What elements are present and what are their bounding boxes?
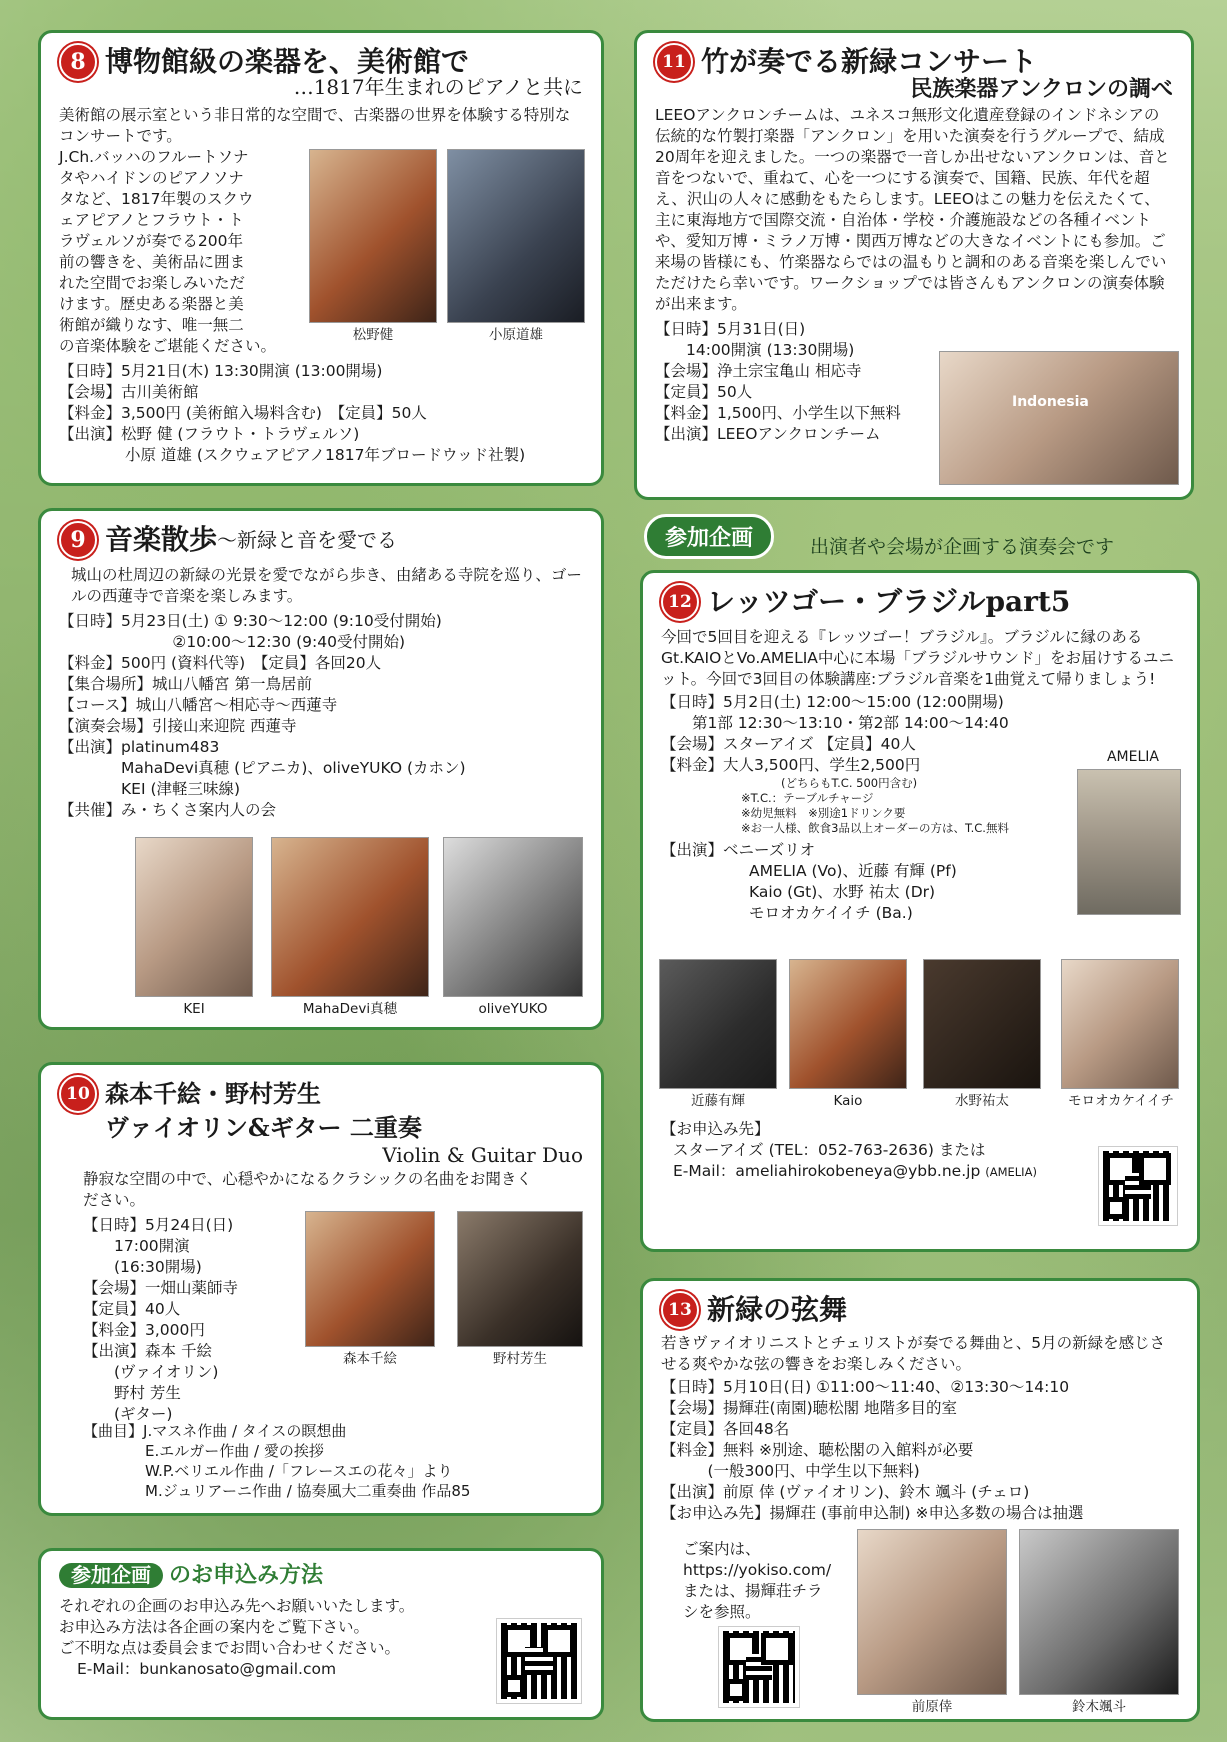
group-photo <box>939 351 1179 485</box>
program: 【曲目】 J.マスネ作曲 / タイスの瞑想曲 E.エルガー作曲 / 愛の挨拶 W.P.ベリエル作曲 /「フレースエの花々」より M.ジュリアーニ作曲 / 協奏風大二重奏曲 作品85 <box>83 1422 471 1500</box>
event-subtitle: …1817年生まれのピアノと共に <box>293 75 583 99</box>
detail-row: ②10:00～12:30 (9:40受付開始) <box>59 633 405 651</box>
detail-row: 【出演】 前原 倖 (ヴァイオリン)、鈴木 颯斗 (チェロ) <box>661 1483 1030 1501</box>
photo-caption: 森本千絵 <box>343 1351 397 1367</box>
detail-row: 野村 芳生 <box>83 1384 181 1402</box>
event-details <box>661 1377 1179 1524</box>
event-subtitle: 民族楽器アンクロンの調べ <box>910 76 1173 102</box>
detail-row: (16:30開場) <box>83 1258 202 1276</box>
qr-code[interactable] <box>497 1619 581 1703</box>
qr-code[interactable] <box>1099 1147 1177 1225</box>
performer-photo <box>457 1211 583 1347</box>
event-number-badge: 13 <box>661 1291 699 1329</box>
detail-row: 【日時】 5月2日(土) 12:00～15:00 (12:00開場) <box>661 693 1004 711</box>
event-body: J.Ch.バッハのフルートソナ タやハイドンのピアノソナ タなど、1817年製のスクウ ェアピアノとフラウト・ト ラヴェルソが奏でる200年 前の響きを、美術品に囲ま れた空間でお楽しみいただ けます。歴史ある楽器と美 術館が織りなす、唯一無二 の音楽体験をご堪能ください。 <box>59 148 277 355</box>
photo-caption: 野村芳生 <box>493 1351 547 1367</box>
event-number-badge: 11 <box>655 43 693 81</box>
detail-row: 第1部 12:30～13:10・第2部 14:00～14:40 <box>661 714 1009 732</box>
detail-row: 【コース】 城山八幡宮～相応寺～西蓮寺 <box>59 696 338 714</box>
photo-caption: 小原道雄 <box>489 327 543 343</box>
event-number-badge: 12 <box>661 583 699 621</box>
detail-row: 【会場】 浄土宗宝亀山 相応寺 <box>655 362 862 380</box>
apply-info: 【お申込み先】 スターアイズ (TEL：052-763-2636) または E-Mail：ameliahirokobeneya@ybb.ne.jp (AMELIA) <box>661 1120 1037 1180</box>
event-number-badge: 10 <box>59 1075 97 1113</box>
event-title: 10 森本千絵・野村芳生 <box>59 1075 583 1113</box>
photo-caption: KEI <box>183 1001 205 1017</box>
performer-photo <box>1019 1529 1179 1695</box>
apply-card <box>38 1548 604 1720</box>
email-link[interactable]: E-Mail：bunkanosato@gmail.com <box>77 1660 337 1678</box>
event-details <box>59 1215 279 1425</box>
fee-note: (どちらもT.C. 500円含む) <box>781 776 918 790</box>
event-title-line2: ヴァイオリン&ギター 二重奏 <box>105 1113 422 1142</box>
event-card-10 <box>38 1062 604 1516</box>
event-details <box>59 611 583 821</box>
apply-heading: のお申込み方法 <box>169 1562 324 1588</box>
performer-photo <box>857 1529 1007 1695</box>
detail-row: MahaDevi真穂 (ピアニカ)、oliveYUKO (カホン) <box>59 759 466 777</box>
performer-photo <box>447 149 585 323</box>
performer-photo <box>309 149 437 323</box>
join-plan-pill: 参加企画 <box>644 514 774 559</box>
event-card-11 <box>634 30 1194 500</box>
email-link[interactable]: E-Mail：ameliahirokobeneya@ybb.ne.jp <box>673 1162 981 1180</box>
detail-row: 【日時】 5月31日(日) <box>655 320 806 338</box>
performers: 【出演】 ベニーズリオ AMELIA (Vo)、近藤 有輝 (Pf) Kaio (Gt)、水野 祐太 (Dr) モロオカケイイチ (Ba.) <box>661 841 957 922</box>
detail-row: 【会場】 揚輝荘(南園)聴松閣 地階多目的室 <box>661 1399 958 1417</box>
detail-row: 【定員】 50人 <box>655 383 753 401</box>
detail-row: 【お申込み先】 揚輝荘 (事前申込制) ※申込多数の場合は抽選 <box>661 1504 1084 1522</box>
event-title: 8 博物館級の楽器を、美術館で <box>59 43 583 81</box>
detail-row: 小原 道雄 (スクウェアピアノ1817年ブロードウッド社製) <box>125 446 526 464</box>
event-card-9 <box>38 508 604 1030</box>
event-intro: 美術館の展示室という非日常的な空間で、古楽器の世界を体験する特別なコンサートです。 <box>59 106 571 145</box>
performer-photo <box>659 959 777 1089</box>
guide: ご案内は、 https://yokiso.com/ または、揚輝荘チラ シを参照。 <box>683 1539 863 1623</box>
event-details <box>655 319 945 445</box>
photo-caption: モロオカケイイチ <box>1068 1093 1174 1109</box>
event-card-12 <box>640 570 1200 1252</box>
event-title: 13 新緑の弦舞 <box>661 1291 1179 1329</box>
event-title: 9 音楽散歩 ～新緑と音を愛でる <box>59 521 583 559</box>
detail-row: 【出演】 platinum483 <box>59 738 220 756</box>
detail-row: 【出演】 森本 千絵 <box>83 1342 212 1360</box>
performer-photo <box>271 837 429 997</box>
detail-row: 【会場】 スターアイズ 【定員】40人 <box>661 735 916 753</box>
detail-row: 【出演】 LEEOアンクロンチーム <box>655 425 881 443</box>
event-body: 若きヴァイオリニストとチェリストが奏でる舞曲と、5月の新緑を感じさせる爽やかな弦の響きをお楽しみください。 <box>661 1334 1166 1373</box>
detail-row: (ヴァイオリン) <box>83 1363 219 1381</box>
event-details <box>59 361 583 466</box>
detail-row: 14:00開演 (13:30開場) <box>655 341 855 359</box>
detail-row: 17:00開演 <box>83 1237 190 1255</box>
performer-photo <box>1061 959 1179 1089</box>
detail-row: 【料金】 大人3,500円、学生2,500円 <box>661 756 921 774</box>
photo-banner-text: Indonesia <box>1012 394 1089 410</box>
detail-row: 【集合場所】 城山八幡宮 第一鳥居前 <box>59 675 312 693</box>
detail-row: 【会場】 一畑山薬師寺 <box>83 1279 239 1297</box>
photo-caption: 水野祐太 <box>955 1093 1009 1109</box>
performer-photo <box>1077 769 1181 915</box>
photo-caption: AMELIA <box>1106 749 1159 765</box>
performer-photo <box>305 1211 435 1347</box>
detail-row: (ギター) <box>83 1405 173 1423</box>
join-plan-pill: 参加企画 <box>59 1563 163 1588</box>
event-number-badge: 9 <box>59 521 97 559</box>
photo-caption: 前原倖 <box>911 1699 953 1715</box>
performer-photo <box>923 959 1041 1089</box>
detail-row: 【会場】 古川美術館 <box>59 383 199 401</box>
qr-code[interactable] <box>719 1627 799 1707</box>
detail-row: 【定員】 各回48名 <box>661 1420 790 1438</box>
detail-row: 【料金】 無料 ※別途、聴松閣の入館料が必要 <box>661 1441 974 1459</box>
performer-photo <box>443 837 583 997</box>
event-body: 今回で5回目を迎える『レッツゴー！ブラジル』。ブラジルに縁のあるGt.KAIOとVo.AMELIA中心に本場「ブラジルサウンド」をお届けするユニット。今回で3回目の体験講座:ブラジル音楽を1曲覚えて帰りましょう! <box>661 628 1175 688</box>
event-card-8 <box>38 30 604 486</box>
photo-caption: 鈴木颯斗 <box>1072 1699 1126 1715</box>
detail-row: 【出演】 松野 健 (フラウト・トラヴェルソ) <box>59 425 360 443</box>
detail-row: 【料金】 3,000円 <box>83 1321 205 1339</box>
event-body: LEEOアンクロンチームは、ユネスコ無形文化遺産登録のインドネシアの伝統的な竹製打楽器「アンクロン」を用いた演奏を行うグループで、結成20周年を迎えました。一つの楽器で一音しか出せないアンクロンは、音と音をつないで、重ねて、心を一つにする演奏で、国籍、民族、年代を超え、沢山の人々に感動をもたらします。LEEOはこの魅力を伝えたくて、主に東海地方で国際交流・自治体・学校・介護施設などの各種イベントや、愛知万博・ミラノ万博・関西万博などの大きなイベントにも参加。ご来場の皆様にも、竹楽器ならではの温もりと調和のある音楽を楽しんでいただけたら幸いです。ワークショップでは皆さんもアンクロンの演奏体験が出来ます。 <box>655 106 1170 313</box>
detail-row: 【共催】 み・ちくさ案内人の会 <box>59 801 277 819</box>
photo-caption: 近藤有輝 <box>691 1093 745 1109</box>
photo-caption: 松野健 <box>352 327 394 343</box>
event-title: 12 レッツゴー・ブラジルpart5 <box>661 583 1179 621</box>
performer-photo <box>789 959 907 1089</box>
event-body: 城山の杜周辺の新緑の光景を愛でながら歩き、由緒ある寺院を巡り、ゴールの西蓮寺で音楽を楽しみます。 <box>71 566 582 605</box>
detail-row: 【演奏会場】 引接山来迎院 西蓮寺 <box>59 717 297 735</box>
detail-row: 【日時】 5月10日(日) ①11:00～11:40、②13:30～14:10 <box>661 1378 1070 1396</box>
event-body: 静寂な空間の中で、心穏やかになるクラシックの名曲をお聞きください。 <box>83 1170 532 1209</box>
notes: ※T.C.：テーブルチャージ ※幼児無料 ※別途1ドリンク要 ※お一人様、飲食3品以上オーダーの方は、T.C.無料 <box>741 791 1009 835</box>
detail-row: (一般300円、中学生以下無料) <box>661 1462 920 1480</box>
website-link[interactable]: https://yokiso.com/ <box>683 1561 832 1579</box>
detail-row: 【日時】 5月24日(日) <box>83 1216 234 1234</box>
detail-row: 【定員】 40人 <box>83 1300 181 1318</box>
photo-caption: Kaio <box>833 1093 863 1109</box>
detail-row: 【料金】 1,500円、小学生以下無料 <box>655 404 901 422</box>
detail-row: 【料金】 3,500円 (美術館入場料含む) 【定員】50人 <box>59 404 427 422</box>
detail-row: 【日時】 5月21日(木) 13:30開演 (13:00開場) <box>59 362 383 380</box>
photo-caption: oliveYUKO <box>478 1001 548 1017</box>
event-number-badge: 8 <box>59 43 97 81</box>
event-subtitle: Violin & Guitar Duo <box>382 1143 583 1167</box>
detail-row: 【料金】 500円 (資料代等) 【定員】各回20人 <box>59 654 382 672</box>
event-card-13 <box>640 1278 1200 1722</box>
performer-photo <box>135 837 253 997</box>
detail-row: KEI (津軽三味線) <box>59 780 241 798</box>
join-plan-description: 出演者や会場が企画する演奏会です <box>810 536 1115 558</box>
event-title: 11 竹が奏でる新緑コンサート <box>655 43 1173 81</box>
detail-row: 【日時】 5月23日(土) ① 9:30～12:00 (9:10受付開始) <box>59 612 442 630</box>
photo-caption: MahaDevi真穂 <box>302 1001 398 1017</box>
apply-text: それぞれの企画のお申込み先へお願いいたします。 お申込み方法は各企画の案内をご覧下さい。 ご不明な点は委員会までお問い合わせください。 E-Mail：bunkanosato@gmail.com <box>59 1596 479 1680</box>
